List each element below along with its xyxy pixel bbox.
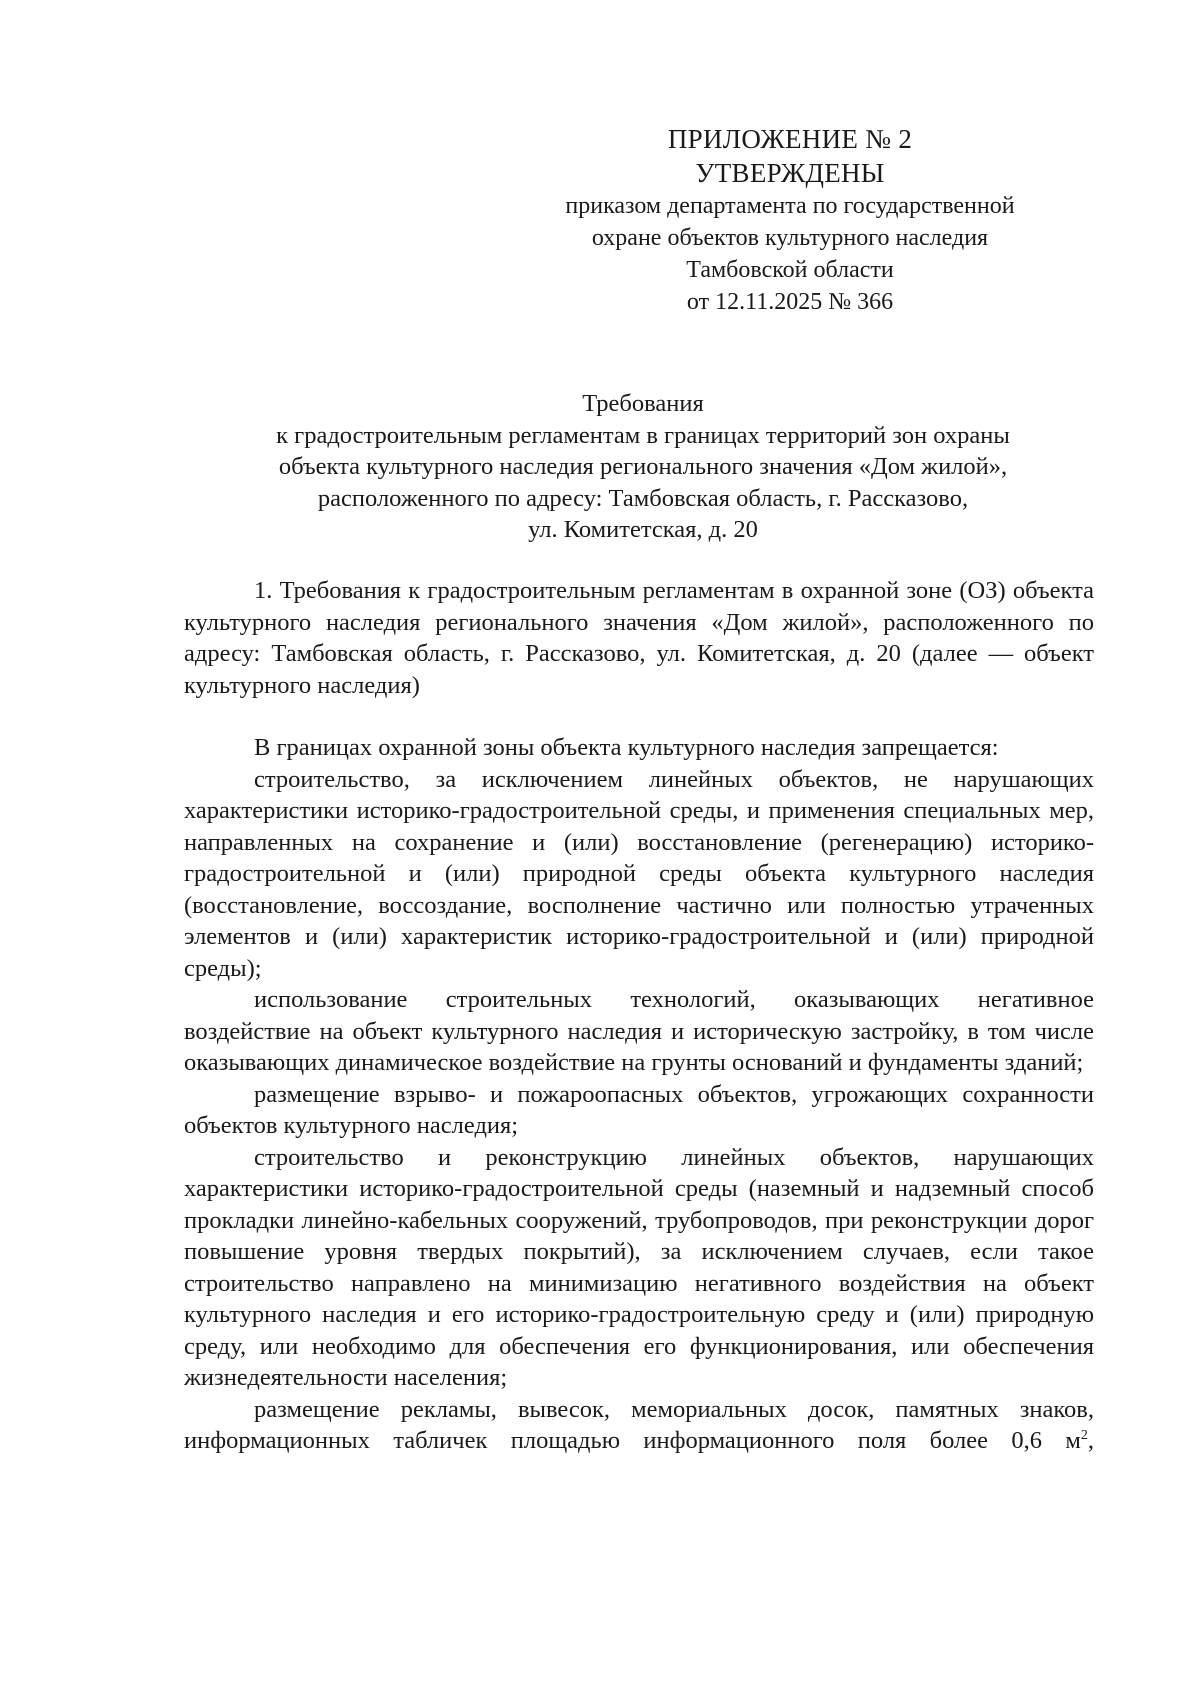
appendix-number: ПРИЛОЖЕНИЕ № 2 bbox=[667, 124, 913, 154]
approval-order-line-3: Тамбовской области bbox=[686, 257, 894, 283]
title-line-4: ул. Комитетская, д. 20 bbox=[528, 516, 758, 543]
prohibition-item-5-tail: , bbox=[1087, 1427, 1094, 1454]
prohibition-item-3: размещение взрыво- и пожароопасных объектов, угрожающих сохранности объектов культурного наследия; bbox=[184, 1080, 1094, 1139]
title-line-1: к градостроительным регламентам в границах территорий зон охраны bbox=[276, 421, 1010, 449]
superscript-2: 2 bbox=[1080, 1427, 1088, 1443]
approval-order-line-1: приказом департамента по государственной bbox=[565, 193, 1015, 219]
section-1-paragraph: 1. Требования к градостроительным регламентам в охранной зоне (ОЗ) объекта культурного наследия регионального значения «Дом жилой», расположенного по адресу: Тамбовская область, г. Рассказово, ул. Комитетская, д. 20 (далее — объект культурного наследия) bbox=[184, 577, 1094, 699]
approval-order-line-2: охране объектов культурного наследия bbox=[591, 225, 989, 251]
prohibition-item-5 bbox=[184, 1394, 1094, 1457]
approval-stamp-block bbox=[540, 122, 1040, 318]
approval-order-date: от 12.11.2025 № 366 bbox=[686, 289, 894, 315]
approved-label: УТВЕРЖДЕНЫ bbox=[695, 158, 885, 188]
title-heading: Требования bbox=[582, 390, 704, 417]
title-line-3: расположенного по адресу: Тамбовская область, г. Рассказово, bbox=[317, 484, 969, 512]
prohibition-item-1: строительство, за исключением линейных объектов, не нарушающих характеристики историко-градостроительной среды, и применения специальных мер, направленных на сохранение и (или) восстановление (регенерацию) историко-градостроительной и (или) природной среды объекта культурного наследия (восстановление, воссоздание, восполнение частично или полностью утраченных элементов и (или) характеристик историко-градостроительной и (или) природной среды); bbox=[184, 765, 1094, 982]
title-line-2: объекта культурного наследия регионального значения «Дом жилой», bbox=[278, 453, 1008, 480]
document-body bbox=[184, 575, 1094, 1457]
prohibition-item-2: использование строительных технологий, оказывающих негативное воздействие на объект культурного наследия и историческую застройку, в том числе оказывающих динамическое воздействие на грунты оснований и фундаменты зданий; bbox=[184, 986, 1094, 1076]
prohibited-intro: В границах охранной зоны объекта культурного наследия запрещается: bbox=[254, 734, 999, 761]
document-title bbox=[190, 388, 1096, 546]
prohibition-item-5-text: размещение рекламы, вывесок, мемориальных досок, памятных знаков, информационных табличек площадью информационного поля более 0,6 м bbox=[184, 1395, 1094, 1454]
prohibition-item-4: строительство и реконструкцию линейных объектов, нарушающих характеристики историко-градостроительной среды (наземный и надземный способ прокладки линейно-кабельных сооружений, трубопроводов, при реконструкции дорог повышение уровня твердых покрытий), за исключением случаев, если такое строительство направлено на минимизацию негативного воздействия на объект культурного наследия и его историко-градостроительную среду и (или) природную среду, или необходимо для обеспечения его функционирования, или обеспечения жизнедеятельности населения; bbox=[184, 1143, 1094, 1391]
